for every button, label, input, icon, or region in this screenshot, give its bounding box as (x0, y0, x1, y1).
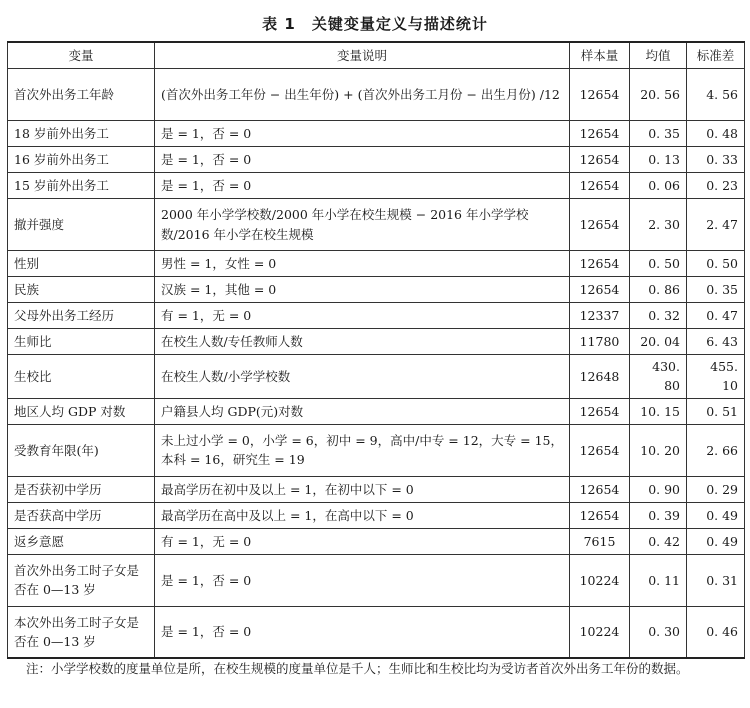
variable-cell: 首次外出务工年龄 (8, 69, 155, 121)
variable-cell: 是否获高中学历 (8, 502, 155, 528)
variable-cell: 生师比 (8, 329, 155, 355)
mean-cell: 0. 35 (630, 121, 687, 147)
std-dev-cell: 0. 50 (687, 251, 745, 277)
std-dev-cell: 4. 56 (687, 69, 745, 121)
column-header-variable: 变量 (8, 42, 155, 69)
std-dev-cell: 2. 47 (687, 199, 745, 251)
variable-cell: 撤并强度 (8, 199, 155, 251)
table-row (8, 199, 745, 251)
table-row (8, 476, 745, 502)
std-dev-cell: 0. 46 (687, 606, 745, 658)
description-cell: 汉族 = 1，其他 = 0 (155, 277, 570, 303)
mean-cell: 0. 50 (630, 251, 687, 277)
statistics-table (7, 41, 745, 659)
mean-cell: 0. 86 (630, 277, 687, 303)
std-dev-cell: 0. 33 (687, 147, 745, 173)
std-dev-cell: 0. 49 (687, 502, 745, 528)
table-row (8, 277, 745, 303)
table-row (8, 502, 745, 528)
table-row (8, 69, 745, 121)
column-header-description: 变量说明 (155, 42, 570, 69)
variable-cell: 16 岁前外出务工 (8, 147, 155, 173)
table-header-row (8, 42, 745, 69)
sample-size-cell: 7615 (570, 528, 630, 554)
variable-cell: 15 岁前外出务工 (8, 173, 155, 199)
column-header-sample-size: 样本量 (570, 42, 630, 69)
std-dev-cell: 0. 49 (687, 528, 745, 554)
std-dev-cell: 0. 29 (687, 476, 745, 502)
variable-cell: 地区人均 GDP 对数 (8, 398, 155, 424)
description-cell: 是 = 1，否 = 0 (155, 606, 570, 658)
description-cell: 有 = 1，无 = 0 (155, 528, 570, 554)
mean-cell: 0. 06 (630, 173, 687, 199)
variable-cell: 18 岁前外出务工 (8, 121, 155, 147)
std-dev-cell: 0. 51 (687, 398, 745, 424)
table-body (8, 69, 745, 659)
mean-cell: 2. 30 (630, 199, 687, 251)
table-row (8, 355, 745, 399)
table-row (8, 251, 745, 277)
table-row (8, 528, 745, 554)
sample-size-cell: 12654 (570, 199, 630, 251)
variable-cell: 返乡意愿 (8, 528, 155, 554)
table-row (8, 398, 745, 424)
table-row (8, 173, 745, 199)
std-dev-cell: 0. 31 (687, 554, 745, 606)
column-header-mean: 均值 (630, 42, 687, 69)
description-cell: 是 = 1，否 = 0 (155, 173, 570, 199)
sample-size-cell: 12654 (570, 121, 630, 147)
std-dev-cell: 6. 43 (687, 329, 745, 355)
table-row (8, 554, 745, 606)
table-row (8, 329, 745, 355)
table-row (8, 424, 745, 476)
std-dev-cell: 2. 66 (687, 424, 745, 476)
mean-cell: 10. 20 (630, 424, 687, 476)
sample-size-cell: 10224 (570, 606, 630, 658)
sample-size-cell: 12654 (570, 424, 630, 476)
mean-cell: 20. 04 (630, 329, 687, 355)
std-dev-cell: 0. 35 (687, 277, 745, 303)
std-dev-cell: 455. 10 (687, 355, 745, 399)
variable-cell: 民族 (8, 277, 155, 303)
description-cell: 户籍县人均 GDP(元)对数 (155, 398, 570, 424)
sample-size-cell: 12654 (570, 173, 630, 199)
description-cell: 在校生人数/小学学校数 (155, 355, 570, 399)
std-dev-cell: 0. 47 (687, 303, 745, 329)
std-dev-cell: 0. 48 (687, 121, 745, 147)
table-row (8, 147, 745, 173)
sample-size-cell: 12648 (570, 355, 630, 399)
description-cell: 2000 年小学学校数/2000 年小学在校生规模 − 2016 年小学学校数/2016 年小学在校生规模 (155, 199, 570, 251)
mean-cell: 0. 32 (630, 303, 687, 329)
mean-cell: 0. 90 (630, 476, 687, 502)
sample-size-cell: 12654 (570, 251, 630, 277)
variable-cell: 父母外出务工经历 (8, 303, 155, 329)
variable-cell: 受教育年限(年) (8, 424, 155, 476)
variable-cell: 首次外出务工时子女是否在 0—13 岁 (8, 554, 155, 606)
sample-size-cell: 12654 (570, 476, 630, 502)
sample-size-cell: 12654 (570, 69, 630, 121)
description-cell: (首次外出务工年份 − 出生年份) + (首次外出务工月份 − 出生月份) /12 (155, 69, 570, 121)
sample-size-cell: 11780 (570, 329, 630, 355)
description-cell: 在校生人数/专任教师人数 (155, 329, 570, 355)
mean-cell: 20. 56 (630, 69, 687, 121)
description-cell: 未上过小学 = 0，小学 = 6，初中 = 9，高中/中专 = 12，大专 = 15，本科 = 16，研究生 = 19 (155, 424, 570, 476)
description-cell: 有 = 1，无 = 0 (155, 303, 570, 329)
table-title: 表 1 关键变量定义与描述统计 (262, 15, 488, 33)
sample-size-cell: 10224 (570, 554, 630, 606)
mean-cell: 0. 42 (630, 528, 687, 554)
description-cell: 最高学历在高中及以上 = 1，在高中以下 = 0 (155, 502, 570, 528)
description-cell: 是 = 1，否 = 0 (155, 121, 570, 147)
description-cell: 男性 = 1，女性 = 0 (155, 251, 570, 277)
table-row (8, 606, 745, 658)
description-cell: 是 = 1，否 = 0 (155, 554, 570, 606)
variable-cell: 是否获初中学历 (8, 476, 155, 502)
variable-cell: 本次外出务工时子女是否在 0—13 岁 (8, 606, 155, 658)
description-cell: 是 = 1，否 = 0 (155, 147, 570, 173)
variable-cell: 生校比 (8, 355, 155, 399)
mean-cell: 0. 13 (630, 147, 687, 173)
column-header-std-dev: 标准差 (687, 42, 745, 69)
description-cell: 最高学历在初中及以上 = 1，在初中以下 = 0 (155, 476, 570, 502)
sample-size-cell: 12337 (570, 303, 630, 329)
mean-cell: 0. 11 (630, 554, 687, 606)
table-note: 注：小学学校数的度量单位是所，在校生规模的度量单位是千人；生师比和生校比均为受访者首次外出务工年份的数据。 (26, 661, 689, 676)
std-dev-cell: 0. 23 (687, 173, 745, 199)
variable-cell: 性别 (8, 251, 155, 277)
table-row (8, 121, 745, 147)
mean-cell: 430. 80 (630, 355, 687, 399)
sample-size-cell: 12654 (570, 502, 630, 528)
mean-cell: 10. 15 (630, 398, 687, 424)
table-row (8, 303, 745, 329)
sample-size-cell: 12654 (570, 277, 630, 303)
sample-size-cell: 12654 (570, 398, 630, 424)
mean-cell: 0. 30 (630, 606, 687, 658)
sample-size-cell: 12654 (570, 147, 630, 173)
mean-cell: 0. 39 (630, 502, 687, 528)
